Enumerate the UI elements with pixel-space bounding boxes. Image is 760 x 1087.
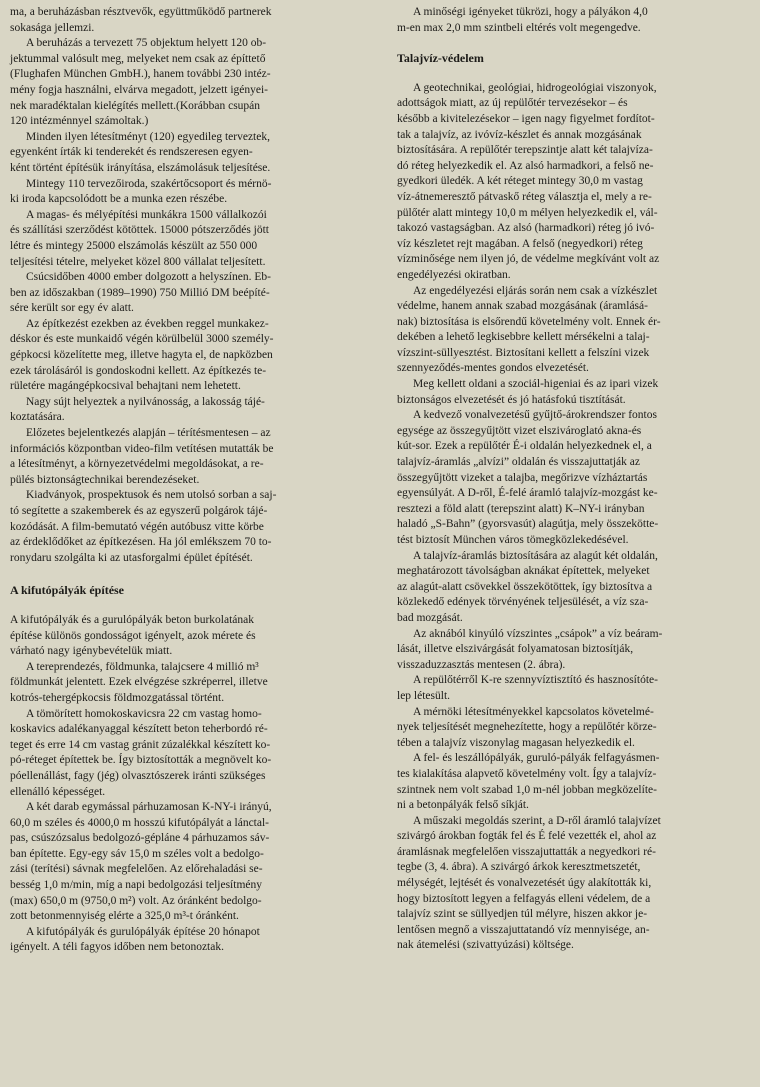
section-heading: A kifutópályák építése (10, 583, 125, 598)
right-column (397, 5, 749, 954)
left-column (10, 5, 365, 956)
paragraph: ma, a beruházásban résztvevők, együttműködő partnerek sokasága jellemzi. (10, 6, 272, 34)
paragraph: Meg kellett oldani a szociál-higeniai és az ipari vizek biztonságos elvezetését és jó hatásfokú tisztítását. (397, 378, 659, 406)
paragraph: Az engedélyezési eljárás során nem csak a vízkészlet védelme, hanem annak szabad mozgásának (áramlásá- nak) biztosítása is elsőrendű követelmény volt. Ennek ér- dekében a lehető legkisebbre kellett mérsékelni a talaj- vízszint-süllyesztést. Biztosítani kellett a felszíni vizek szennyeződés-mentes gondos elvezetését. (397, 284, 661, 375)
paragraph: A fel- és leszállópályák, guruló-pályák felfagyásmen- tes kialakítása alapvető követelmény volt. Így a talajvíz- szintnek nem volt szabad 1,0 m-nél jobban megközelíte- ni a betonpályák felső síkját. (397, 752, 660, 812)
paragraph: A két darab egymással párhuzamosan K-NY-i irányú, 60,0 m széles és 4000,0 m hosszú kifutópályát a lánctal- pas, csúszózsalus bedolgozó-gépláne 4 párhuzamos sáv- ban építette. Egy-egy sáv 15,0 m széles volt a bedolgo- zási (terítési) sávnak megfelelően. Az előrehaladási se- besség 1,0 m/min, míg a napi bedolgozási teljesítmény (max) 650,0 m (9750,0 m²) volt. Az óránként bedolgo- zott betonmennyiség elérte a 325,0 m³-t óránként. (10, 801, 272, 923)
paragraph: A mérnöki létesítményekkel kapcsolatos követelmé- nyek teljesítését megnehezítette, hogy a repülőtér körze- tében a talajvíz viszonylag magasan helyezkedik el. (397, 705, 657, 749)
paragraph: Az építkezést ezekben az években reggel munkakez- déskor és este munkaidő végén körülbelül 3000 személy- gépkocsi közelítette meg, illetve hagyta el, de napközben ezek tárolásáról is gondoskodni kellett. Az építkezés te- rületére magángépkocsival behajtani nem lehetett. (10, 317, 274, 393)
paragraph: A talajvíz-áramlás biztosítására az alagút két oldalán, meghatározott távolságban aknákat építettek, melyeket az alagút-alatt csövekkel összekötöttek, így biztosítva a közlekedő edények törvényének teljesülését, a víz sza- bad mozgását. (397, 549, 658, 624)
paragraph: Csúcsidőben 4000 ember dolgozott a helyszínen. Eb- ben az időszakban (1989–1990) 750 Millió DM beépíté- sére került sor egy év alatt. (10, 271, 271, 315)
paragraph: A magas- és mélyépítési munkákra 1500 vállalkozói és szállítási szerződést kötöttek. 15000 pótszerződés jött létre és mintegy 25000 elszámolás készült az 550 000 teljesítési tételre, melyeket közel 800 vállalat teljesített. (10, 208, 270, 268)
paragraph: A kedvező vonalvezetésű gyűjtő-árokrendszer fontos egysége az összegyűjtött vizet elszivároglató akna-és kút-sor. Ezek a repülőtér É-i oldalán helyezkednek el, a talajvíz-áramlás „alvízi” oldalán és visszajuttatják az összegyűjtött vizeket a talajba, megőrizve vízháztartás egyensúlyát. A D-ről, É-felé áramló talajvíz-mozgást ke- resztezi a föld alatt (terepszint alatt) K–NY-i irányban haladó „S-Bahn” (gyorsvasút) alagútja, mely összekötte- tést biztosít München város tömegközlekedésével. (397, 409, 659, 546)
paragraph: A tereprendezés, földmunka, talajcsere 4 millió m³ földmunkát jelentett. Ezek elvégzése szkréperrel, illetve kotrós-tehergépkocsis földmozgatással történt. (10, 660, 268, 704)
paragraph: Nagy sújt helyeztek a nyilvánosság, a lakosság tájé- koztatására. (10, 395, 265, 424)
paragraph: A műszaki megoldás szerint, a D-ről áramló talajvízet szivárgó árokban fogták fel és É felé vezették el, ahol az áramlásnak megfelelően visszajuttatták a negyedkori ré- tegbe (3, 4. ábra). A szivárgó árkok keresztmetszetét, mélységét, lejtését és vonalvezetését úgy alakították ki, hogy biztosított legyen a felfagyás elleni védelem, de a talajvíz szint se süllyedjen túl mélyre, hiszen akkor je- lentősen megnő a visszajuttatandó víz mennyisége, an- nak átemelési (szivattyúzási) költsége. (397, 814, 661, 952)
paragraph: Minden ilyen létesítményt (120) egyedileg terveztek, egyenként írták ki tenderekét és rendszeresen egyen- ként történt építésük irányítása, elszámolásuk teljesítése. (10, 130, 271, 174)
paragraph: Az aknából kinyúló vízszintes „csápok” a víz beáram- lását, illetve elszivárgását folyamatosan biztosítják, visszaduzzasztás mentesen (2. ábra). (397, 627, 663, 671)
paragraph: A kifutópályák és gurulópályák építése 20 hónapot igényelt. A téli fagyos időben nem betonoztak. (10, 925, 260, 954)
section-heading: Talajvíz-védelem (397, 51, 484, 66)
paragraph: Mintegy 110 tervezőiroda, szakértőcsoport és mérnö- ki iroda kapcsolódott be a munka ezen részébe. (10, 177, 272, 206)
paragraph: Előzetes bejelentkezés alapján – térítésmentesen – az információs központban video-film vetítésen mutatták be a létesítményt, a környezetvédelmi megoldásokat, a re- pülés biztonságtechnikai berendezéseket. (10, 427, 274, 486)
paragraph: A beruházás a tervezett 75 objektum helyett 120 ob- jektummal valósult meg, melyeket nem csak az építtető (Flughafen München GmbH.), hanem további 230 intéz- mény fogja használni, elvárva megadott, jelzett igényei- nek maradéktalan kielégítés mellett.(Korábban csupán 120 intézménnyel számoltak.) (10, 37, 271, 128)
paragraph: A kifutópályák és a gurulópályák beton burkolatának építése különös gondosságot igényelt, azok mérete és várható nagy igénybevételük miatt. (10, 613, 256, 658)
paragraph: A minőségi igényeket tükrözi, hogy a pályákon 4,0 m-en max 2,0 mm szintbeli eltérés volt megengedve. (397, 6, 648, 34)
paragraph: A geotechnikai, geológiai, hidrogeológiai viszonyok, adottságok miatt, az új repülőtér tervezésekor – és később a kivitelezésekor – igen nagy figyelmet fordítot- tak a talajvíz, az ivóvíz-készlet és annak mozgásának biztosítására. A repülőtér terepszintje alatt két talajvíza- dó réteg helyezkedik el. Az alsó harmadkori, a felső ne- gyedkori üledék. A két réteget mintegy 30,0 m vastag víz-átnemeresztő pátvaskő réteg választja el, mely a re- pülőtér alatt mintegy 10,0 m mélyen helyezkedik el, vál- takozó vastagságban. Az alsó (harmadkori) réteg jó ivó- víz készletet rejt magában. A felső (negyedkori) réteg vízminősége nem ilyen jó, de védelme megkívánt volt az engedélyezési okiratban. (397, 81, 660, 281)
paragraph: A tömörített homokoskavicsra 22 cm vastag homo- koskavics adalékanyaggal készített beton teherbordó ré- teget és erre 14 cm vastag gránit zúzalékkal készített ko- pó-réteget építettek be. Így biztosították a megnövelt ko- póellenállást, fagy (jég) olvasztószerek iránti szükséges ellenálló képességet. (10, 707, 272, 798)
paragraph: Kiadványok, prospektusok és nem utolsó sorban a saj- tó segítette a szakemberek és az egyszerű polgárok tájé- kozódását. A film-bemutató végén autóbusz vitte körbe az érdeklődőket az építkezésen. Ha jól emlékszem 70 to- ronydaru szolgálta ki az utasforgalmi épület építését. (10, 489, 277, 564)
paragraph: A repülőtérről K-re szennyvíztisztító és hasznosítóte- lep létesült. (397, 674, 658, 702)
